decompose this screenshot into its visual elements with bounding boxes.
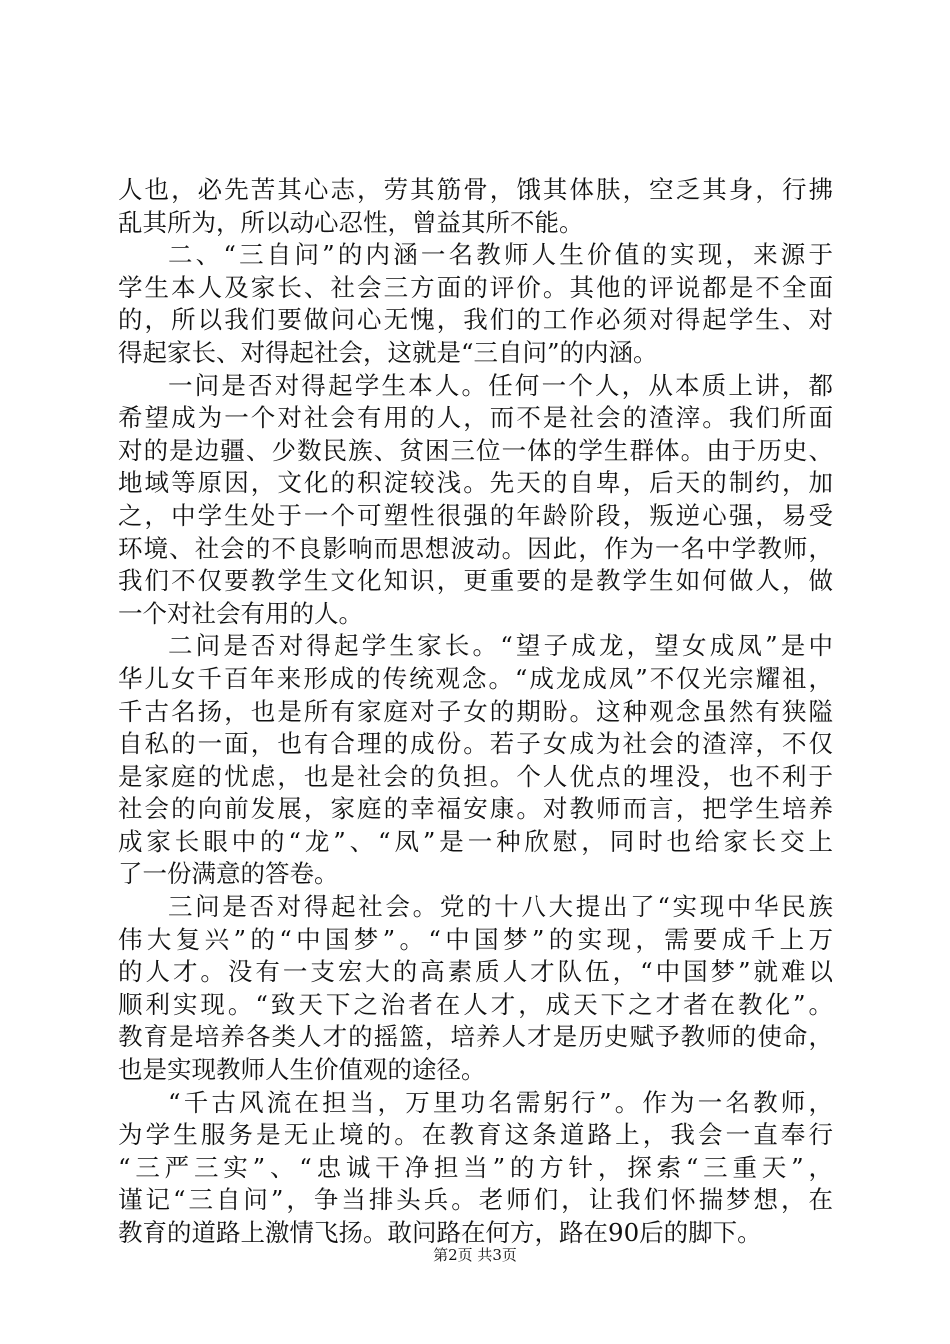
text-line: “三严三实”、“忠诚干净担当”的方针，探索“三重天”， <box>118 1152 833 1182</box>
text-line: 对的是边疆、少数民族、贫困三位一体的学生群体。由于历史、 <box>118 435 833 465</box>
text-line: 的，所以我们要做问心无愧，我们的工作必须对得起学生、对 <box>118 305 833 335</box>
text-line: 人也，必先苦其心志，劳其筋骨，饿其体肤，空乏其身，行拂 <box>118 175 833 204</box>
text-line: 二问是否对得起学生家长。“望子成龙，望女成凤”是中 <box>168 631 833 661</box>
text-line: 一问是否对得起学生本人。任何一个人，从本质上讲，都 <box>168 370 833 400</box>
text-line: “千古风流在担当，万里功名需躬行”。作为一名教师， <box>168 1087 833 1117</box>
text-line: 地域等原因，文化的积淀较浅。先天的自卑，后天的制约，加 <box>118 468 833 498</box>
text-line: 也是实现教师人生价值观的途径。 <box>118 1055 486 1085</box>
text-line: 为学生服务是无止境的。在教育这条道路上，我会一直奉行 <box>118 1120 833 1150</box>
text-line: 环境、社会的不良影响而思想波动。因此，作为一名中学教师， <box>118 533 833 563</box>
text-line: 成家长眼中的“龙”、“凤”是一种欣慰，同时也给家长交上 <box>118 826 833 856</box>
text-line: 之，中学生处于一个可塑性很强的年龄阶段，叛逆心强，易受 <box>118 500 833 530</box>
text-line: 伟大复兴”的“中国梦”。“中国梦”的实现，需要成千上万 <box>118 924 833 954</box>
text-line: 一个对社会有用的人。 <box>118 598 363 628</box>
text-line: 千古名扬，也是所有家庭对子女的期盼。这种观念虽然有狭隘 <box>118 696 833 726</box>
text-line: 了一份满意的答卷。 <box>118 859 339 889</box>
text-line: 教育的道路上激情飞扬。敢问路在何方，路在90后的脚下。 <box>118 1218 762 1247</box>
page-number-footer: 第2页 共3页 <box>433 1246 517 1264</box>
text-line: 社会的向前发展，家庭的幸福安康。对教师而言，把学生培养 <box>118 794 833 824</box>
text-line: 乱其所为，所以动心忍性，曾益其所不能。 <box>118 207 584 237</box>
text-line: 我们不仅要教学生文化知识，更重要的是教学生如何做人，做 <box>118 566 833 596</box>
text-line: 顺利实现。“致天下之治者在人才，成天下之才者在教化”。 <box>118 989 833 1019</box>
text-line: 华儿女千百年来形成的传统观念。“成龙成凤”不仅光宗耀祖， <box>118 663 833 693</box>
text-line: 是家庭的忧虑，也是社会的负担。个人优点的埋没，也不利于 <box>118 761 833 791</box>
text-line: 得起家长、对得起社会，这就是“三自问”的内涵。 <box>118 337 658 367</box>
body-text <box>118 174 833 1250</box>
text-line: 二、“三自问”的内涵一名教师人生价值的实现，来源于 <box>168 240 833 270</box>
text-line: 自私的一面，也有合理的成份。若子女成为社会的渣滓，不仅 <box>118 729 833 759</box>
text-line: 的人才。没有一支宏大的高素质人才队伍，“中国梦”就难以 <box>118 957 833 987</box>
text-line: 谨记“三自问”，争当排头兵。老师们，让我们怀揣梦想，在 <box>118 1185 833 1215</box>
text-line: 学生本人及家长、社会三方面的评价。其他的评说都是不全面 <box>118 272 833 302</box>
text-line: 三问是否对得起社会。党的十八大提出了“实现中华民族 <box>168 892 833 922</box>
text-line: 教育是培养各类人才的摇篮，培养人才是历史赋予教师的使命， <box>118 1022 833 1052</box>
text-line: 希望成为一个对社会有用的人，而不是社会的渣滓。我们所面 <box>118 403 833 433</box>
